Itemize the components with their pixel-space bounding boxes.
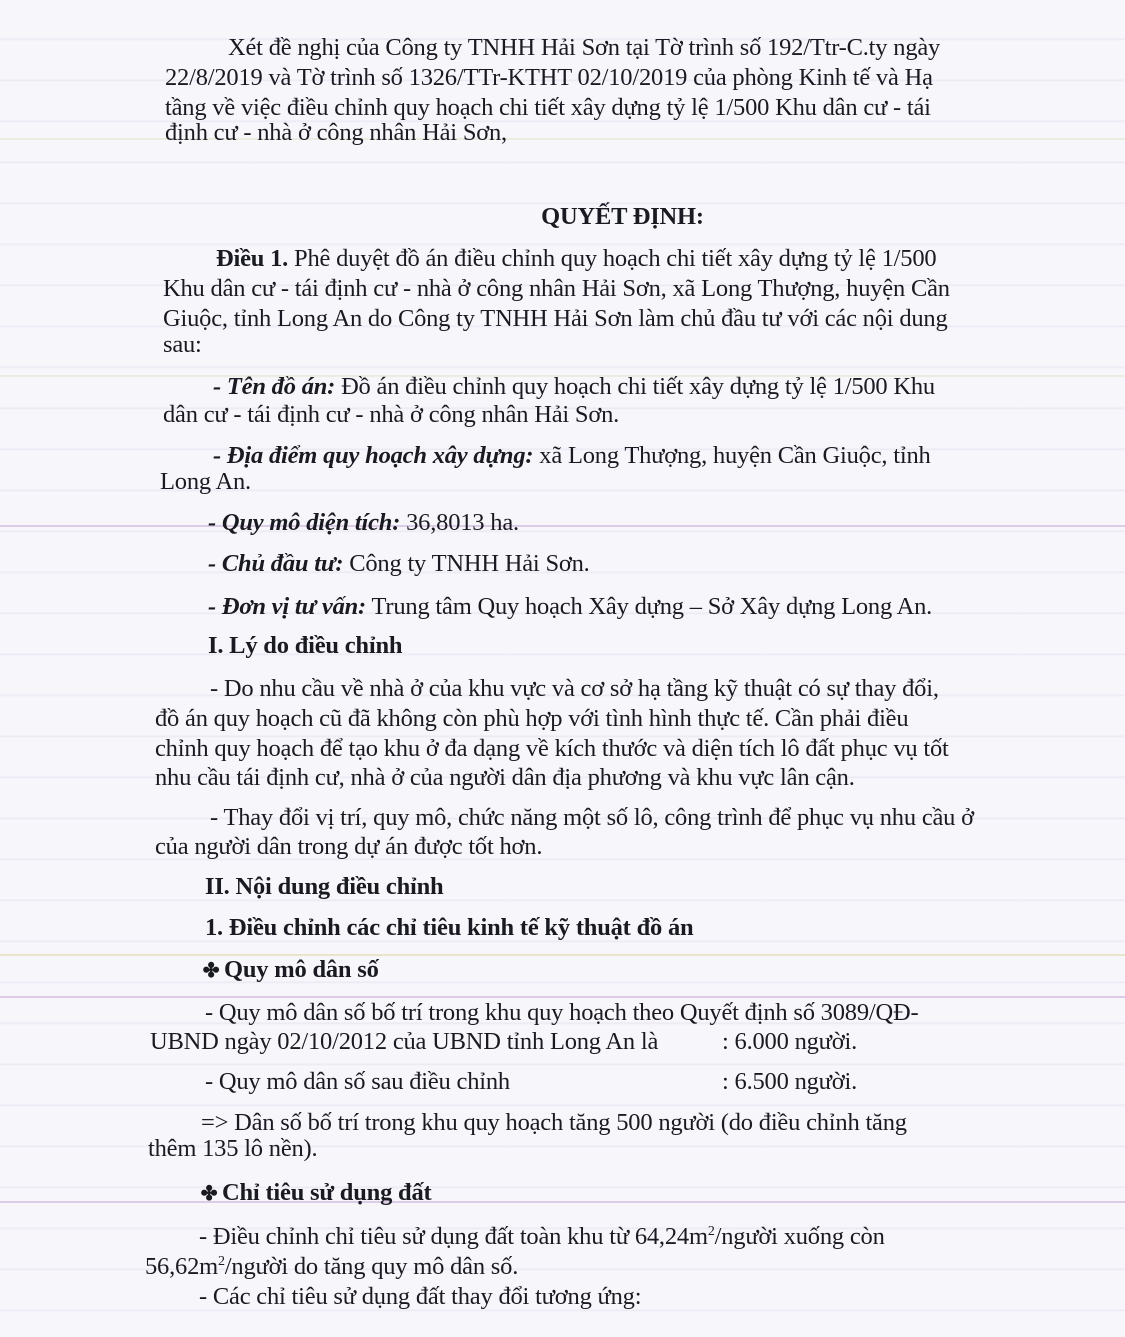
land-use-line-1 bbox=[199, 1222, 885, 1252]
decision-title: QUYẾT ĐỊNH: bbox=[541, 203, 704, 230]
article-1-text: Phê duyệt đồ án điều chỉnh quy hoạch chi tiết xây dựng tỷ lệ 1/500 bbox=[288, 245, 937, 272]
land-use-line-2 bbox=[145, 1252, 518, 1282]
article-1-line-1 bbox=[216, 244, 936, 274]
land-use-heading-row bbox=[196, 1178, 432, 1209]
section-2-heading: II. Nội dung điều chỉnh bbox=[205, 873, 444, 900]
field-value: Đồ án điều chỉnh quy hoạch chi tiết xây dựng tỷ lệ 1/500 Khu bbox=[335, 373, 935, 400]
field-project-name-cont: dân cư - tái định cư - nhà ở công nhân Hải Sơn. bbox=[163, 401, 620, 428]
field-value: Công ty TNHH Hải Sơn. bbox=[343, 550, 590, 577]
land-use-line-1-text-end: /người xuống còn bbox=[714, 1223, 885, 1250]
population-conclusion-line-2: thêm 135 lô nền). bbox=[148, 1135, 318, 1162]
field-label: - Quy mô diện tích: bbox=[208, 509, 401, 536]
article-1-line-2: Khu dân cư - tái định cư - nhà ở công nhân Hải Sơn, xã Long Thượng, huyện Cần bbox=[163, 275, 950, 302]
land-use-heading: Chỉ tiêu sử dụng đất bbox=[222, 1179, 432, 1206]
section-2-sub-1: 1. Điều chỉnh các chỉ tiêu kinh tế kỹ thuật đồ án bbox=[205, 914, 694, 941]
population-heading-row bbox=[198, 955, 379, 986]
population-heading: Quy mô dân số bbox=[224, 956, 379, 983]
section-1-heading: I. Lý do điều chỉnh bbox=[208, 632, 403, 659]
field-project-name bbox=[213, 372, 935, 402]
field-value: 36,8013 ha. bbox=[400, 509, 519, 536]
intro-line-4: định cư - nhà ở công nhân Hải Sơn, bbox=[165, 119, 507, 146]
population-conclusion-line-1: => Dân số bố trí trong khu quy hoạch tăng 500 người (do điều chỉnh tăng bbox=[201, 1109, 907, 1136]
population-line-2: UBND ngày 02/10/2012 của UBND tỉnh Long An là bbox=[150, 1028, 659, 1055]
field-label: - Chủ đầu tư: bbox=[208, 550, 344, 577]
section-1-para-2-line-1: - Thay đổi vị trí, quy mô, chức năng một số lô, công trình để phục vụ nhu cầu ở bbox=[210, 804, 974, 831]
field-consultant bbox=[208, 592, 932, 622]
land-use-line-2-text: 56,62m bbox=[145, 1253, 218, 1280]
intro-line-2: 22/8/2019 và Tờ trình số 1326/TTr-KTHT 02/10/2019 của phòng Kinh tế và Hạ bbox=[165, 64, 933, 91]
bullet-icon: ✤ bbox=[202, 960, 220, 982]
superscript: 2 bbox=[217, 1254, 225, 1269]
section-1-para-1-line-1: - Do nhu cầu về nhà ở của khu vực và cơ sở hạ tầng kỹ thuật có sự thay đổi, bbox=[210, 675, 939, 702]
scan-line bbox=[0, 1201, 1125, 1203]
article-1-line-4: sau: bbox=[163, 331, 202, 358]
field-location-cont: Long An. bbox=[160, 468, 251, 495]
land-use-line-2-text-end: /người do tăng quy mô dân số. bbox=[224, 1253, 519, 1280]
field-label: - Tên đồ án: bbox=[213, 373, 336, 400]
article-1-line-3: Giuộc, tỉnh Long An do Công ty TNHH Hải Sơn làm chủ đầu tư với các nội dung bbox=[163, 305, 948, 332]
population-line-3: - Quy mô dân số sau điều chỉnh bbox=[205, 1068, 510, 1095]
land-use-line-1-text: - Điều chỉnh chỉ tiêu sử dụng đất toàn khu từ 64,24m bbox=[199, 1223, 708, 1250]
superscript: 2 bbox=[707, 1224, 715, 1239]
scan-line bbox=[0, 525, 1125, 527]
field-label: - Đơn vị tư vấn: bbox=[208, 593, 366, 620]
section-1-para-2-line-2: của người dân trong dự án được tốt hơn. bbox=[155, 833, 543, 860]
intro-line-1: Xét đề nghị của Công ty TNHH Hải Sơn tại Tờ trình số 192/Ttr-C.ty ngày bbox=[228, 34, 941, 61]
section-1-para-1-line-2: đồ án quy hoạch cũ đã không còn phù hợp với tình hình thực tế. Cần phải điều bbox=[155, 705, 909, 732]
article-1-label: Điều 1. bbox=[216, 245, 289, 272]
section-1-para-1-line-4: nhu cầu tái định cư, nhà ở của người dân địa phương và khu vực lân cận. bbox=[155, 764, 855, 791]
field-label: - Địa điểm quy hoạch xây dựng: bbox=[213, 442, 534, 469]
population-line-1: - Quy mô dân số bố trí trong khu quy hoạch theo Quyết định số 3089/QĐ- bbox=[205, 999, 919, 1026]
field-value: xã Long Thượng, huyện Cần Giuộc, tỉnh bbox=[533, 442, 931, 469]
field-area bbox=[208, 508, 519, 538]
field-location bbox=[213, 441, 931, 471]
field-investor bbox=[208, 549, 590, 579]
population-value-before: : 6.000 người. bbox=[722, 1028, 858, 1055]
bullet-icon: ✤ bbox=[200, 1183, 218, 1205]
land-use-line-3: - Các chỉ tiêu sử dụng đất thay đổi tương ứng: bbox=[199, 1283, 642, 1310]
population-value-after: : 6.500 người. bbox=[722, 1068, 858, 1095]
field-value: Trung tâm Quy hoạch Xây dựng – Sở Xây dựng Long An. bbox=[366, 593, 933, 620]
intro-line-3: tầng về việc điều chỉnh quy hoạch chi tiết xây dựng tỷ lệ 1/500 Khu dân cư - tái bbox=[165, 94, 931, 121]
scan-line bbox=[0, 954, 1125, 956]
section-1-para-1-line-3: chỉnh quy hoạch để tạo khu ở đa dạng về kích thước và diện tích lô đất phục vụ tốt bbox=[155, 735, 949, 762]
